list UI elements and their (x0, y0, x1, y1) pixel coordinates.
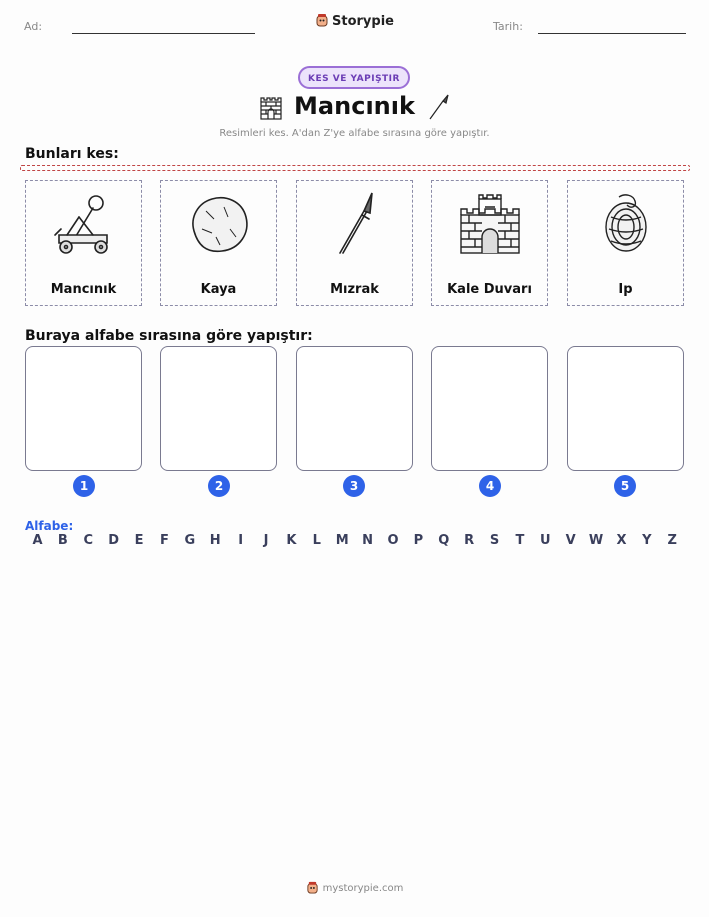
alphabet-letter: B (57, 533, 68, 548)
date-field-line[interactable] (538, 33, 686, 34)
paste-box-1[interactable] (25, 346, 142, 471)
slot-number: 3 (343, 475, 365, 497)
rock-icon (184, 189, 254, 259)
alphabet-letter: F (160, 533, 169, 548)
alphabet-letter: I (238, 533, 244, 548)
name-field-line[interactable] (72, 33, 255, 34)
alphabet-letter: O (387, 533, 399, 548)
spear-icon (424, 93, 452, 121)
card-label: Mızrak (330, 282, 379, 297)
alphabet-letter: S (489, 533, 500, 548)
alphabet-letter: K (286, 533, 297, 548)
card-label: Kale Duvarı (447, 282, 532, 297)
paste-box-4[interactable] (431, 346, 548, 471)
date-label: Tarih: (493, 20, 523, 33)
alphabet-letter: E (134, 533, 144, 548)
brand-name: Storypie (332, 14, 394, 29)
storypie-mascot-icon (315, 13, 329, 27)
slot-number: 1 (73, 475, 95, 497)
alphabet-letter: X (616, 533, 627, 548)
catapult-icon (49, 189, 119, 259)
spear-icon (320, 189, 390, 259)
paste-box-2[interactable] (160, 346, 277, 471)
cut-card-rope[interactable] (567, 180, 684, 306)
rope-icon (591, 189, 661, 259)
alphabet-letter: P (413, 533, 424, 548)
slot-number: 5 (614, 475, 636, 497)
alphabet-letter: J (263, 533, 269, 548)
instructions: Resimleri kes. A'dan Z'ye alfabe sırasına göre yapıştır. (219, 128, 490, 139)
alphabet-letter: L (312, 533, 321, 548)
name-label: Ad: (24, 20, 43, 33)
card-label: Ip (618, 282, 633, 297)
alphabet-letter: G (184, 533, 196, 548)
activity-badge: KES VE YAPIŞTIR (298, 66, 410, 89)
cut-card-spear[interactable] (296, 180, 413, 306)
castle-wall-icon (455, 189, 525, 259)
page-title: Mancınık (294, 92, 415, 120)
cut-heading: Bunları kes: (25, 146, 119, 162)
alphabet-letter: V (565, 533, 576, 548)
alphabet-row (25, 533, 685, 551)
storypie-mascot-icon (306, 881, 319, 894)
alphabet-letter: H (209, 533, 221, 548)
footer-url[interactable]: mystorypie.com (322, 883, 404, 894)
alphabet-letter: T (515, 533, 525, 548)
alphabet-letter: W (588, 533, 604, 548)
footer (0, 881, 709, 894)
paste-box-3[interactable] (296, 346, 413, 471)
cut-card-rock[interactable] (160, 180, 277, 306)
cut-card-castle-wall[interactable] (431, 180, 548, 306)
alphabet-letter: C (83, 533, 94, 548)
slot-number: 2 (208, 475, 230, 497)
brand-logo (0, 13, 709, 29)
slot-number: 4 (479, 475, 501, 497)
alphabet-letter: A (32, 533, 43, 548)
alphabet-letter: D (108, 533, 120, 548)
alphabet-letter: Q (438, 533, 450, 548)
alphabet-letter: M (335, 533, 349, 548)
paste-box-5[interactable] (567, 346, 684, 471)
paste-heading: Buraya alfabe sırasına göre yapıştır: (25, 328, 313, 344)
card-label: Kaya (200, 282, 237, 297)
alphabet-letter: N (362, 533, 374, 548)
alphabet-letter: R (464, 533, 475, 548)
card-label: Mancınık (50, 282, 117, 297)
cut-card-catapult[interactable] (25, 180, 142, 306)
alphabet-letter: Z (667, 533, 677, 548)
alphabet-heading: Alfabe: (25, 519, 74, 533)
alphabet-letter: U (540, 533, 551, 548)
alphabet-letter: Y (642, 533, 652, 548)
cut-line (20, 165, 690, 171)
